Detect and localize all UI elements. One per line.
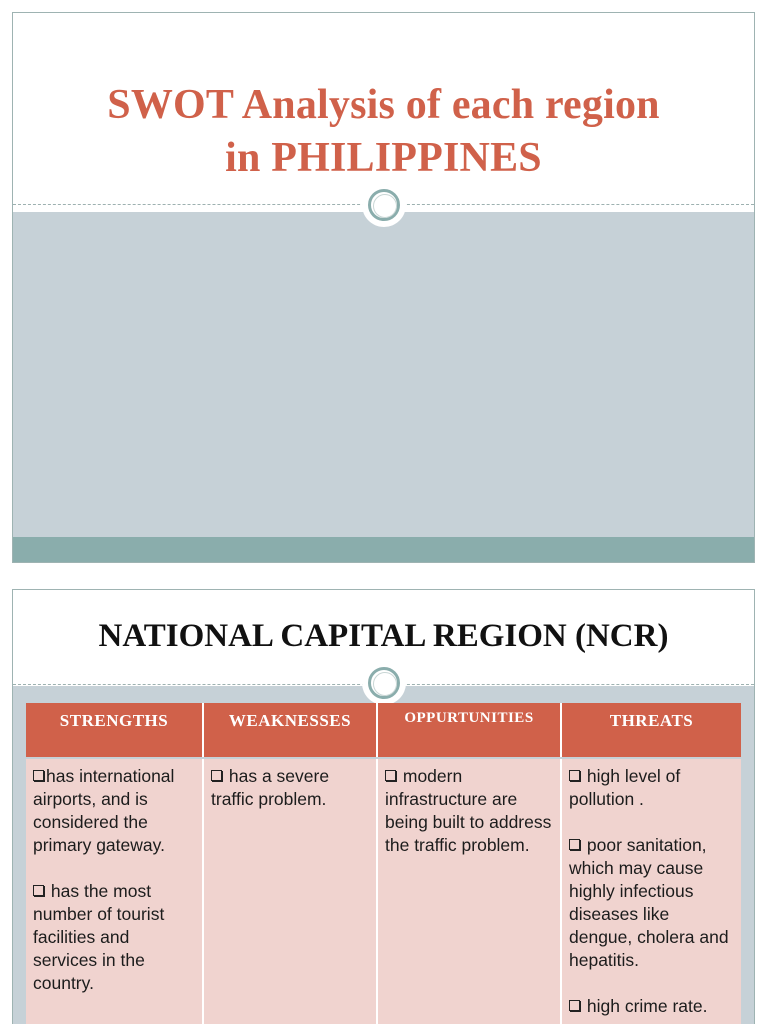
list-item-text: has the most number of tourist facilities and services in the country. <box>33 881 165 993</box>
ncr-slide <box>12 589 755 1024</box>
circle-ornament-icon <box>362 661 406 705</box>
weaknesses-cell <box>204 759 378 1024</box>
list-item-text: modern infrastructure are being built to address the traffic problem. <box>385 766 552 855</box>
checkbox-bullet-icon <box>569 770 580 781</box>
list-item <box>569 834 735 972</box>
checkbox-bullet-icon <box>33 770 44 781</box>
content-band <box>13 212 754 537</box>
slide-title <box>13 79 754 185</box>
list-item <box>33 765 196 857</box>
threats-column <box>562 703 741 1024</box>
list-item-text: poor sanitation, which may cause highly infectious diseases like dengue, cholera and hepatitis. <box>569 835 729 970</box>
list-item <box>33 880 196 995</box>
list-item-text: high level of pollution . <box>569 766 681 809</box>
weaknesses-column <box>204 703 378 1024</box>
swot-table <box>26 703 741 1024</box>
list-item <box>211 765 370 811</box>
opportunities-column <box>378 703 562 1024</box>
threats-cell <box>562 759 741 1024</box>
list-item <box>385 765 554 857</box>
checkbox-bullet-icon <box>385 770 396 781</box>
strengths-cell <box>26 759 204 1024</box>
slide-title-line-2: in PHILIPPINES <box>225 135 542 181</box>
list-item <box>569 995 735 1018</box>
opportunities-header: OPPURTUNITIES <box>378 703 562 757</box>
checkbox-bullet-icon <box>33 885 44 896</box>
opportunities-cell <box>378 759 562 1024</box>
list-item-text: has international airports, and is considered the primary gateway. <box>33 766 175 855</box>
region-title: NATIONAL CAPITAL REGION (NCR) <box>98 618 669 654</box>
circle-ornament-icon <box>362 183 406 227</box>
list-item-text: high crime rate. <box>586 996 708 1016</box>
title-slide <box>12 12 755 563</box>
strengths-column <box>26 703 204 1024</box>
list-item <box>569 765 735 811</box>
list-item-text: has a severe traffic problem. <box>211 766 330 809</box>
checkbox-bullet-icon <box>211 770 222 781</box>
strengths-header: STRENGTHS <box>26 703 204 757</box>
threats-header: THREATS <box>562 703 741 757</box>
weaknesses-header: WEAKNESSES <box>204 703 378 757</box>
slide-title-line-1: SWOT Analysis of each region <box>107 82 660 128</box>
checkbox-bullet-icon <box>569 839 580 850</box>
footer-bar <box>13 537 754 563</box>
checkbox-bullet-icon <box>569 1000 580 1011</box>
